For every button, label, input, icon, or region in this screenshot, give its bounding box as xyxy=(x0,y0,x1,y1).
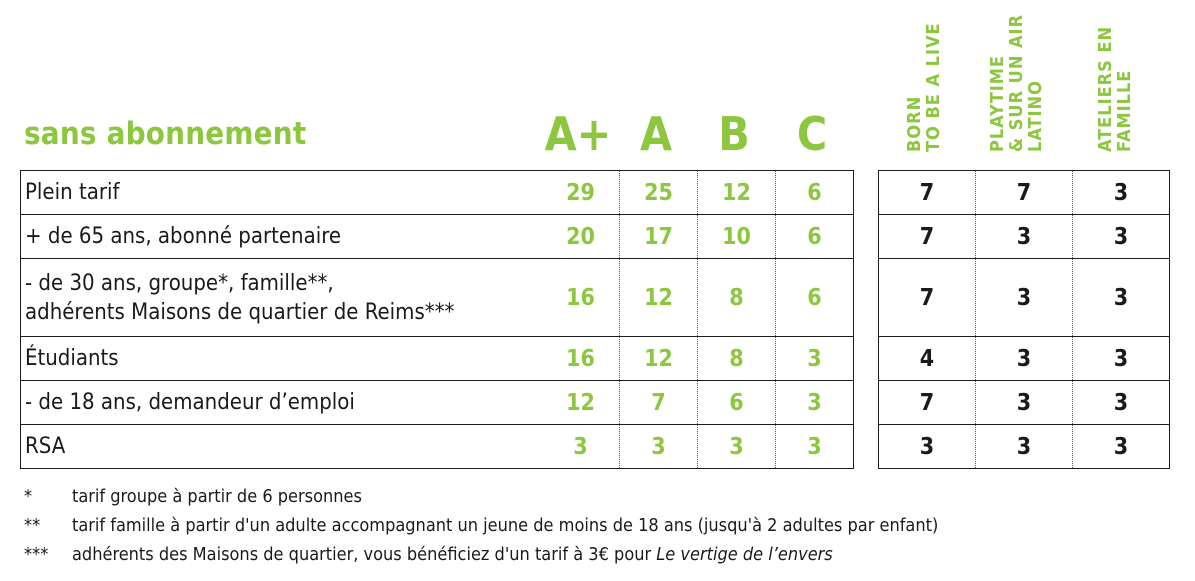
special-price-cell: 3 xyxy=(976,259,1073,337)
table-row xyxy=(879,171,1170,215)
table-row xyxy=(879,337,1170,381)
footnote-text: tarif famille à partir d'un adulte accompagnant un jeune de moins de 18 ans (jusqu'à 2 adultes par enfant) xyxy=(72,515,939,536)
price-cell: 16 xyxy=(566,284,595,311)
category-header-a-plus: A+ xyxy=(544,107,612,161)
row-label: RSA xyxy=(25,434,66,459)
category-header-a: A xyxy=(639,107,673,161)
price-cell: 6 xyxy=(776,215,854,259)
price-cell: 25 xyxy=(620,171,698,215)
table-row xyxy=(21,259,854,337)
row-label: Plein tarif xyxy=(25,180,120,205)
special-price-cell: 3 xyxy=(1073,337,1170,381)
footnote-show-title: Le vertige de l’envers xyxy=(656,544,833,565)
price-cell: 20 xyxy=(566,223,595,250)
special-price-cell: 3 xyxy=(919,433,935,460)
footnote-mark: ** xyxy=(24,515,41,536)
price-cell: 3 xyxy=(776,381,854,425)
price-cell: 3 xyxy=(620,425,698,469)
special-price-cell: 7 xyxy=(976,171,1073,215)
price-cell: 10 xyxy=(698,215,776,259)
special-price-cell: 7 xyxy=(919,284,935,311)
footnote xyxy=(24,482,938,511)
price-table xyxy=(20,170,854,469)
special-header-text: PLAYTIME & SUR UN AIR LATINO xyxy=(987,13,1046,152)
table-row xyxy=(879,259,1170,337)
footnote xyxy=(24,540,938,569)
special-price-cell: 3 xyxy=(976,425,1073,469)
special-price-cell: 7 xyxy=(919,179,935,206)
special-price-cell: 7 xyxy=(919,389,935,416)
price-cell: 3 xyxy=(776,425,854,469)
special-header-playtime xyxy=(988,6,1048,152)
category-header-b: B xyxy=(718,107,750,161)
price-cell: 12 xyxy=(698,171,776,215)
price-cell: 17 xyxy=(620,215,698,259)
special-price-cell: 3 xyxy=(1073,171,1170,215)
price-cell: 8 xyxy=(698,337,776,381)
section-title: sans abonnement xyxy=(24,116,307,152)
price-cell: 6 xyxy=(776,259,854,337)
table-row xyxy=(21,171,854,215)
special-price-cell: 3 xyxy=(1073,259,1170,337)
special-header-born-to-be-a-live xyxy=(905,6,965,152)
special-price-table xyxy=(878,170,1170,469)
special-price-cell: 3 xyxy=(976,337,1073,381)
table-row xyxy=(879,215,1170,259)
special-price-cell: 3 xyxy=(976,215,1073,259)
table-row xyxy=(879,381,1170,425)
row-label: + de 65 ans, abonné partenaire xyxy=(25,224,342,249)
special-price-cell: 4 xyxy=(919,345,935,372)
table-row xyxy=(21,337,854,381)
footnote xyxy=(24,511,938,540)
price-cell: 3 xyxy=(698,425,776,469)
special-header-ateliers xyxy=(1096,6,1156,152)
price-cell: 7 xyxy=(620,381,698,425)
special-price-cell: 3 xyxy=(1073,381,1170,425)
special-price-cell: 7 xyxy=(919,223,935,250)
table-row xyxy=(21,215,854,259)
price-cell: 16 xyxy=(566,345,595,372)
price-cell: 6 xyxy=(698,381,776,425)
price-cell: 6 xyxy=(776,171,854,215)
special-price-cell: 3 xyxy=(1073,425,1170,469)
footnotes xyxy=(24,482,938,569)
price-cell: 12 xyxy=(620,337,698,381)
category-header-c: C xyxy=(796,107,828,161)
special-header-text: ATELIERS EN FAMILLE xyxy=(1095,25,1135,152)
special-price-cell: 3 xyxy=(976,381,1073,425)
price-cell: 3 xyxy=(573,433,588,460)
price-cell: 8 xyxy=(698,259,776,337)
price-cell: 12 xyxy=(566,389,595,416)
special-price-cell: 3 xyxy=(1073,215,1170,259)
footnote-text: tarif groupe à partir de 6 personnes xyxy=(72,486,362,507)
footnote-mark: *** xyxy=(24,544,49,565)
table-row xyxy=(21,381,854,425)
table-row xyxy=(879,425,1170,469)
row-label: - de 30 ans, groupe*, famille**, adhérents Maisons de quartier de Reims*** xyxy=(25,270,455,325)
price-cell: 12 xyxy=(620,259,698,337)
table-row xyxy=(21,425,854,469)
row-label: - de 18 ans, demandeur d’emploi xyxy=(25,390,355,415)
footnote-mark: * xyxy=(24,486,33,507)
price-cell: 3 xyxy=(776,337,854,381)
price-cell: 29 xyxy=(566,179,595,206)
row-label: Étudiants xyxy=(25,346,119,371)
footnote-text: adhérents des Maisons de quartier, vous bénéficiez d'un tarif à 3€ pour xyxy=(72,544,657,565)
special-header-text: BORN TO BE A LIVE xyxy=(904,22,944,152)
